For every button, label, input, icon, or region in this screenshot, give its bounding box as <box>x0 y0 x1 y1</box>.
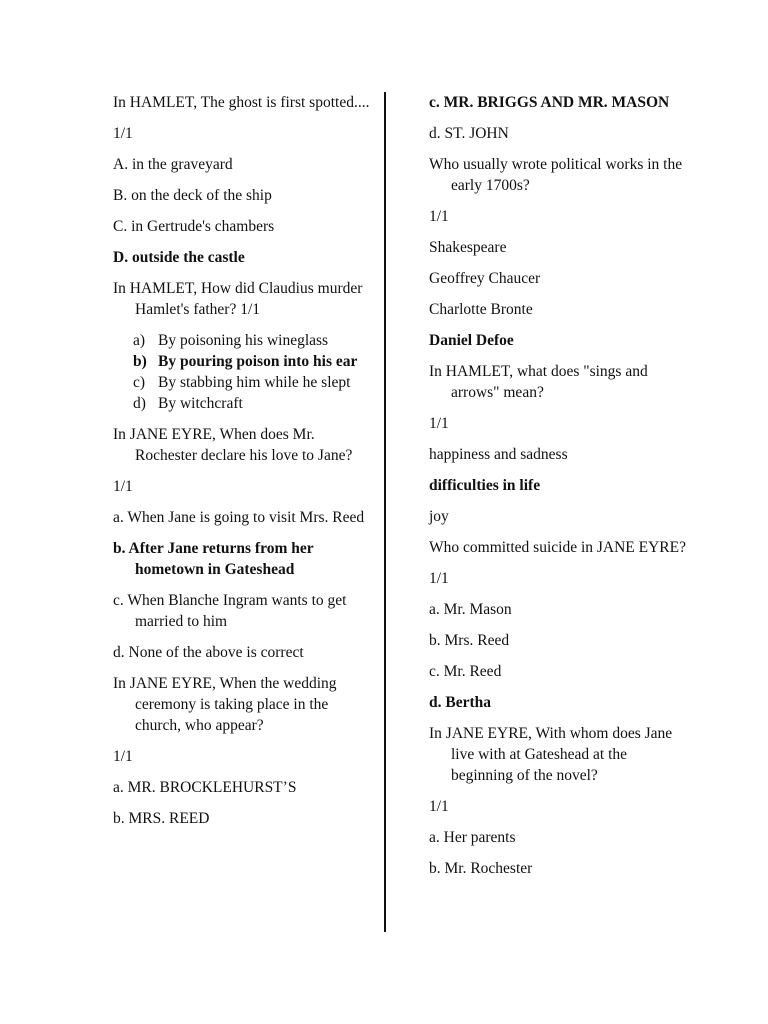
question-score: 1/1 <box>113 478 133 495</box>
correct-answer-option: c. MR. BRIGGS AND MR. MASON <box>429 94 670 111</box>
list-marker: d) <box>133 395 146 412</box>
correct-answer-option: b. After Jane returns from her hometown in Gateshead <box>113 540 314 578</box>
question-text: In HAMLET, The ghost is first spotted.... <box>113 94 370 111</box>
answer-text: By poisoning his wineglass <box>158 332 329 349</box>
answer-text: By stabbing him while he slept <box>158 374 351 391</box>
answer-option <box>113 330 375 351</box>
answer-option: b. MRS. REED <box>113 810 210 827</box>
list-marker: c) <box>133 374 146 391</box>
question-text: Who committed suicide in JANE EYRE? <box>429 539 686 556</box>
right-column <box>429 92 691 889</box>
answer-option: Charlotte Bronte <box>429 301 533 318</box>
column-divider <box>384 92 386 932</box>
answer-option: Shakespeare <box>429 239 507 256</box>
correct-answer-option: D. outside the castle <box>113 249 245 266</box>
answer-option: b. Mrs. Reed <box>429 632 510 649</box>
answer-option: a. Mr. Mason <box>429 601 512 618</box>
answer-list <box>113 330 375 414</box>
answer-option: joy <box>429 508 449 525</box>
list-marker: b) <box>133 353 147 370</box>
answer-option: c. Mr. Reed <box>429 663 502 680</box>
answer-option: A. in the graveyard <box>113 156 233 173</box>
correct-answer-option <box>113 351 375 372</box>
answer-option: b. Mr. Rochester <box>429 860 533 877</box>
answer-option: B. on the deck of the ship <box>113 187 272 204</box>
question-text: In HAMLET, what does "sings and arrows" mean? <box>429 363 648 401</box>
question-score: 1/1 <box>113 125 133 142</box>
answer-option: d. None of the above is correct <box>113 644 304 661</box>
answer-option: C. in Gertrude's chambers <box>113 218 275 235</box>
question-text: In HAMLET, How did Claudius murder Hamlet's father? 1/1 <box>113 280 363 318</box>
answer-option <box>113 393 375 414</box>
answer-option: a. Her parents <box>429 829 516 846</box>
question-score: 1/1 <box>429 415 449 432</box>
question-text: In JANE EYRE, When does Mr. Rochester declare his love to Jane? <box>113 426 353 464</box>
list-marker: a) <box>133 332 146 349</box>
correct-answer-option: d. Bertha <box>429 694 491 711</box>
question-text: In JANE EYRE, When the wedding ceremony is taking place in the church, who appear? <box>113 675 337 734</box>
question-text: Who usually wrote political works in the early 1700s? <box>429 156 683 194</box>
question-score: 1/1 <box>429 798 449 815</box>
answer-option: a. MR. BROCKLEHURST’S <box>113 779 297 796</box>
answer-option: c. When Blanche Ingram wants to get married to him <box>113 592 347 630</box>
answer-option: happiness and sadness <box>429 446 568 463</box>
correct-answer-option: difficulties in life <box>429 477 541 494</box>
answer-option: Geoffrey Chaucer <box>429 270 541 287</box>
correct-answer-option: Daniel Defoe <box>429 332 514 349</box>
question-score: 1/1 <box>113 748 133 765</box>
left-column <box>113 92 375 839</box>
answer-text: By pouring poison into his ear <box>158 353 358 370</box>
question-text: In JANE EYRE, With whom does Jane live with at Gateshead at the beginning of the novel? <box>429 725 673 784</box>
question-score: 1/1 <box>429 208 449 225</box>
answer-option: a. When Jane is going to visit Mrs. Reed <box>113 509 365 526</box>
question-score: 1/1 <box>429 570 449 587</box>
answer-option: d. ST. JOHN <box>429 125 509 142</box>
answer-option <box>113 372 375 393</box>
answer-text: By witchcraft <box>158 395 243 412</box>
